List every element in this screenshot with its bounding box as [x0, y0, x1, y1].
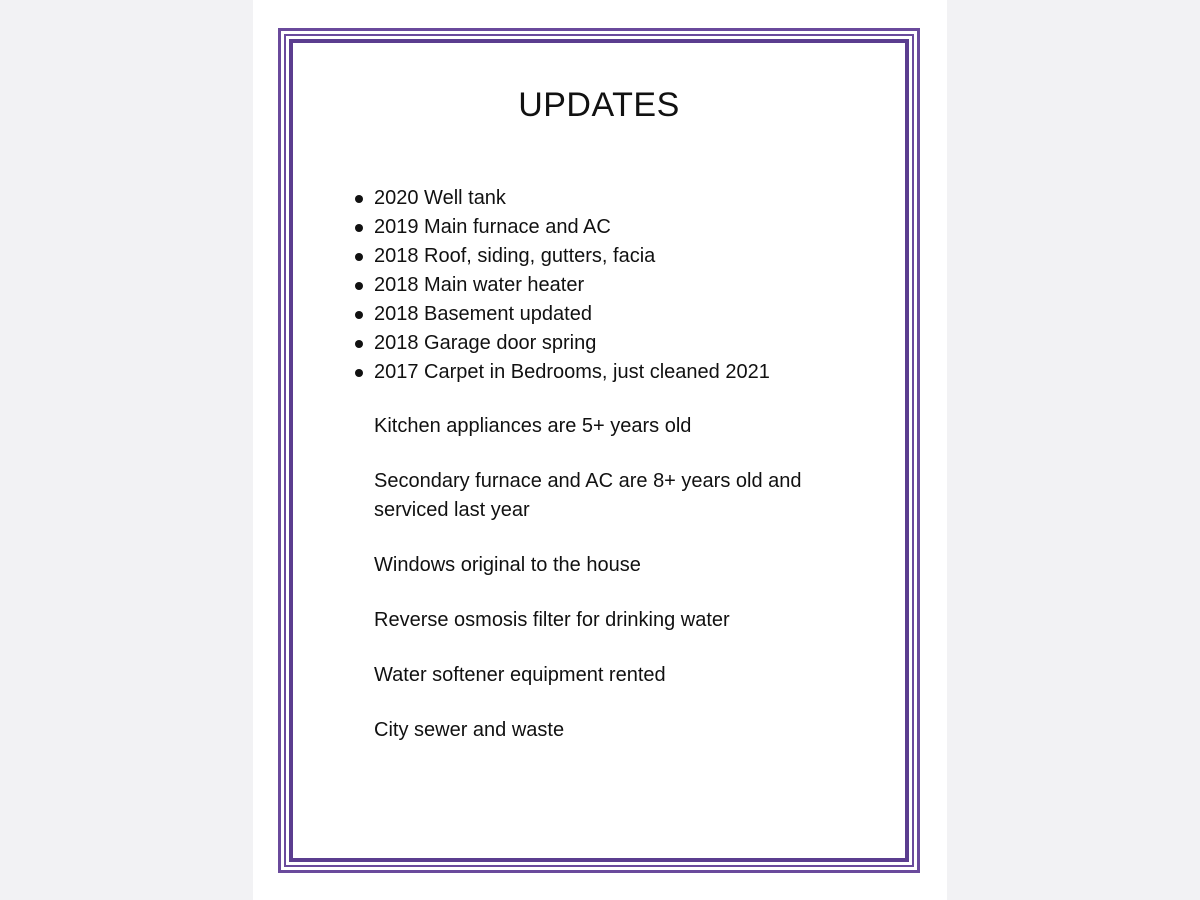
list-item: [352, 184, 770, 213]
bullet-icon: [355, 224, 363, 232]
list-item: [352, 271, 770, 300]
update-text: 2018 Roof, siding, gutters, facia: [374, 245, 656, 267]
update-text: 2020 Well tank: [374, 187, 506, 209]
note-city-sewer: City sewer and waste: [374, 719, 565, 741]
note-reverse-osmosis: Reverse osmosis filter for drinking water: [374, 609, 730, 631]
list-item: [352, 329, 770, 358]
list-item: [352, 213, 770, 242]
update-text: 2018 Basement updated: [374, 303, 592, 325]
list-item: [352, 300, 770, 329]
page-title: UPDATES: [518, 86, 680, 124]
bullet-icon: [355, 282, 363, 290]
update-text: 2018 Garage door spring: [374, 332, 597, 354]
list-item: [352, 358, 770, 387]
updates-list: [352, 184, 770, 387]
bullet-icon: [355, 340, 363, 348]
notes-section: [374, 412, 844, 771]
note-windows: Windows original to the house: [374, 554, 641, 576]
bullet-icon: [355, 311, 363, 319]
bullet-icon: [355, 253, 363, 261]
note-water-softener: Water softener equipment rented: [374, 664, 666, 686]
note-secondary-furnace: Secondary furnace and AC are 8+ years old and serviced last year: [374, 470, 802, 521]
bullet-icon: [355, 195, 363, 203]
bullet-icon: [355, 369, 363, 377]
list-item: [352, 242, 770, 271]
update-text: 2019 Main furnace and AC: [374, 216, 611, 238]
update-text: 2017 Carpet in Bedrooms, just cleaned 2021: [374, 361, 770, 383]
note-kitchen-appliances: Kitchen appliances are 5+ years old: [374, 415, 692, 437]
update-text: 2018 Main water heater: [374, 274, 585, 296]
